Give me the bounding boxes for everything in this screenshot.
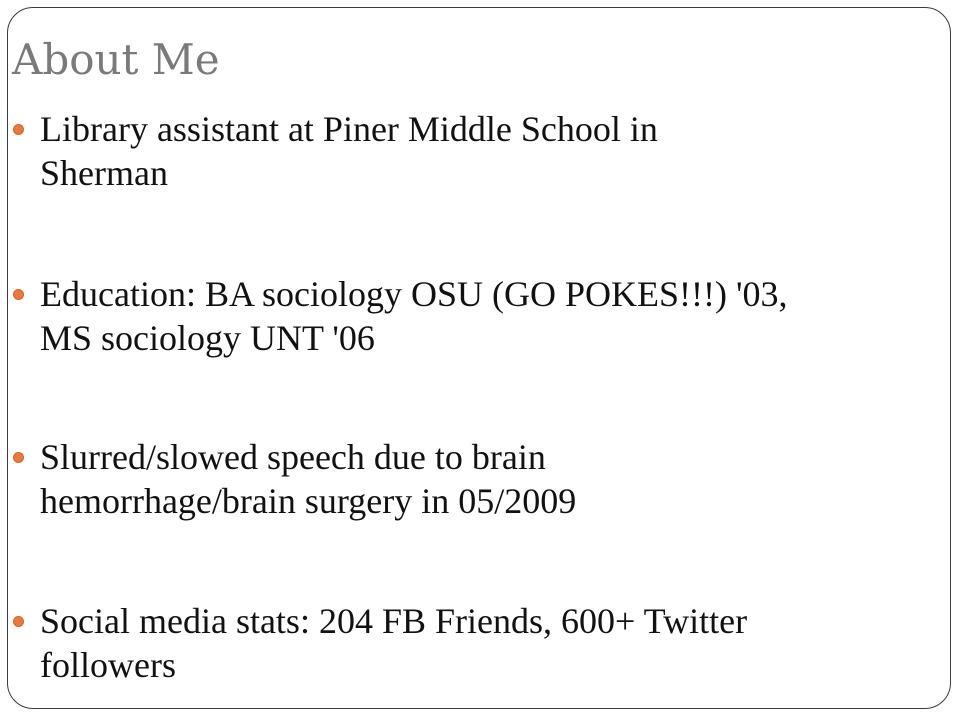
bullet-text-line: Sherman: [40, 153, 168, 193]
bullet-dot-icon: [13, 124, 24, 135]
bullet-item-job: [40, 107, 940, 195]
bullet-text-line: followers: [40, 645, 176, 685]
bullet-text-line: hemorrhage/brain surgery in 05/2009: [40, 481, 577, 521]
bullet-item-speech: [40, 435, 940, 523]
bullet-text-line: Education: BA sociology OSU (GO POKES!!!) '03,: [40, 274, 788, 314]
slide-title: About Me: [12, 35, 220, 84]
bullet-item-education: [40, 272, 940, 360]
bullet-text-line: Social media stats: 204 FB Friends, 600+ Twitter: [40, 601, 748, 641]
bullet-dot-icon: [13, 616, 24, 627]
bullet-text-line: Slurred/slowed speech due to brain: [40, 437, 546, 477]
bullet-dot-icon: [13, 452, 24, 463]
bullet-dot-icon: [13, 289, 24, 300]
bullet-item-social-media: [40, 599, 940, 687]
bullet-text-line: Library assistant at Piner Middle School in: [40, 109, 658, 149]
bullet-text-line: MS sociology UNT '06: [40, 318, 375, 358]
